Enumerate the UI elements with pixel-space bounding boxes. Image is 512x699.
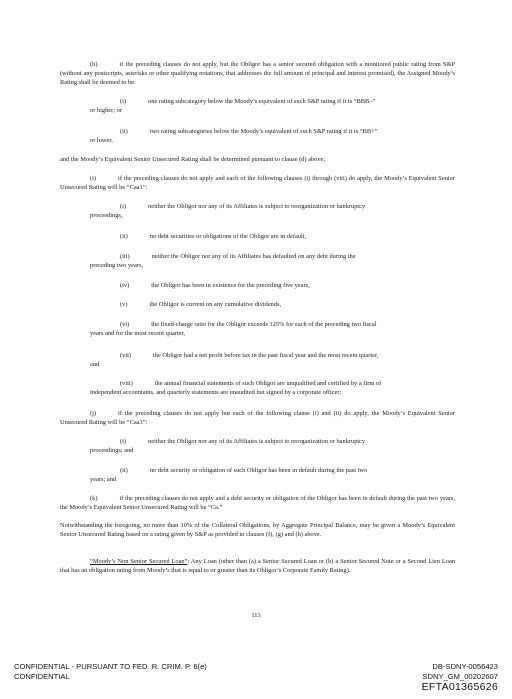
clause-i-label: (i)	[90, 175, 97, 182]
clause-i-item-4	[90, 281, 455, 290]
clause-i-paragraph	[60, 174, 455, 192]
confidential-label: CONFIDENTIAL	[14, 671, 70, 681]
clause-i-item-6-cont: years and for the most recent quarter,	[90, 330, 186, 337]
bates-efta: EFTA01365626	[421, 681, 498, 693]
item-label: (viii)	[120, 380, 133, 387]
bates-sdny: SDNY_GM_00202607	[422, 671, 498, 681]
item-label: (iv)	[120, 282, 130, 289]
clause-i-item-3-cont: preceding two years,	[90, 262, 144, 269]
clause-j-item-1	[90, 437, 455, 446]
clause-h-sub-i	[90, 97, 455, 106]
definition-paragraph	[60, 557, 455, 575]
defined-term: “Moody’s Non Senior Secured Loan”	[90, 558, 188, 565]
clause-k-label: (k)	[90, 495, 98, 502]
clause-h-sub-ii-cont: or lower,	[90, 137, 113, 144]
clause-h-sub-ii	[90, 127, 455, 136]
clause-k-text: if the preceding clauses do not apply and a debt security or obligation of the Obligor has been in default during the past two years, the Moody’s Equivalent Senior Unsecured Rating will be “Ca.”	[60, 495, 455, 511]
clause-k-paragraph	[60, 494, 455, 512]
clause-i-text: if the preceding clauses do not apply and each of the following clauses (i) through (viii) do apply, the Moody’s Equivalent Senior Unsecured Rating will be “Caa1”:	[60, 175, 455, 191]
item-text: no debt securities or obligations of the Obligor are in default,	[149, 233, 307, 240]
footer-left	[14, 662, 207, 681]
clause-h-paragraph	[60, 60, 455, 87]
item-text: neither the Obligor nor any of its Affiliates is subject to reorganization or bankruptcy	[148, 203, 366, 210]
clause-i-item-3	[90, 252, 455, 261]
clause-i-item-5	[90, 300, 455, 309]
clause-j-text: if the preceding clauses do not apply but each of the following clause (i) and (ii) do apply, the Moody’s Equivalent Senior Unsecured Rating will be “Caa3”:	[60, 410, 455, 426]
clause-i-item-1	[90, 202, 455, 211]
item-label: (i)	[120, 438, 127, 445]
bates-db: DB-SDNY-0056423	[432, 662, 498, 671]
footer-right	[422, 662, 498, 693]
item-text: the Obligor is current on any cumulative dividends,	[149, 301, 282, 308]
clause-j-paragraph	[60, 409, 455, 427]
clause-h-sub-ii-label: (ii)	[120, 128, 128, 135]
clause-i-item-8-cont: independent accountants, and quarterly statements are unaudited but signed by a corporate officer;	[90, 389, 342, 396]
page-number: 113	[251, 612, 261, 619]
item-label: (vi)	[120, 321, 130, 328]
notwithstanding-paragraph: Notwithstanding the foregoing, no more than 10% of the Collateral Obligations, by Aggregate Principal Balance, may be given a Moody’s Equivalent Senior Unsecured Rating based on a rating given by S&P as provided in clauses (f), (g) and (h) above.	[60, 522, 455, 538]
item-text: the fixed-charge ratio for the Obligor exceeds 125% for each of the preceding two fiscal	[151, 321, 377, 328]
clause-j-item-2	[90, 466, 455, 475]
clause-i-item-8	[90, 379, 455, 388]
clause-h-text: if the preceding clauses do not apply, but the Obligor has a senior secured obligation with a monitored public rating from S&P (without any postscripts, asterisks or other qualifying notations, that addresses the full amount of principal and interest promised), the Assigned Moody’s Rating shall be deemed to be:	[60, 61, 455, 86]
clause-i-item-7	[90, 351, 455, 360]
clause-h-label: (h)	[90, 61, 98, 68]
item-label: (iii)	[120, 253, 130, 260]
clause-h-sub-i-label: (i)	[120, 98, 127, 105]
item-text: the Obligor had a net profit before tax in the past fiscal year and the most recent quarter,	[153, 352, 379, 359]
item-label: (ii)	[120, 233, 128, 240]
item-text: the annual financial statements of such Obligor are unqualified and certified by a firm of	[154, 380, 382, 387]
item-label: (v)	[120, 301, 128, 308]
item-label: (vii)	[120, 352, 132, 359]
clause-j-item-2-cont: years; and	[90, 476, 117, 483]
item-text: neither the Obligor nor any of its Affiliates is subject to reorganization or bankruptcy	[148, 438, 366, 445]
item-label: (ii)	[120, 467, 128, 474]
clause-h-sub-i-text: one rating subcategory below the Moody’s equivalent of such S&P rating if it is “BBB–”	[148, 98, 376, 105]
item-label: (i)	[120, 203, 127, 210]
clause-i-item-1-cont: proceedings,	[90, 212, 123, 219]
clause-i-item-7-cont: and	[90, 361, 100, 368]
item-text: neither the Obligor nor any of its Affiliates has defaulted on any debt during the	[151, 253, 356, 260]
item-text: no debt security or obligation of such Obligor has been in default during the past two	[149, 467, 368, 474]
clause-h-sub-i-cont: or higher; or	[90, 107, 122, 114]
clause-h-sub-ii-text: two rating subcategories below the Moody’s equivalent of such S&P rating if it is “BB+”	[149, 128, 378, 135]
clause-h-closing: and the Moody’s Equivalent Senior Unsecured Rating shall be determined pursuant to clause (d) above;	[60, 156, 326, 163]
clause-j-item-1-cont: proceedings; and	[90, 447, 134, 454]
item-text: the Obligor has been in existence for the preceding five years,	[151, 282, 310, 289]
definition-text: : Any Loan (other than (a) a Senior Secured Loan or (b) a Senior Secured Note or a Second Lien Loan that has an obligation rating from Moody’s that is equal to or greater than its Obligor’s Corporate Family Rating).	[60, 558, 456, 574]
clause-i-item-6	[90, 320, 455, 329]
clause-j-label: (j)	[90, 410, 97, 417]
confidential-notice: CONFIDENTIAL - PURSUANT TO FED. R. CRIM. P. 6(e)	[14, 662, 207, 671]
clause-i-item-2	[90, 232, 455, 241]
